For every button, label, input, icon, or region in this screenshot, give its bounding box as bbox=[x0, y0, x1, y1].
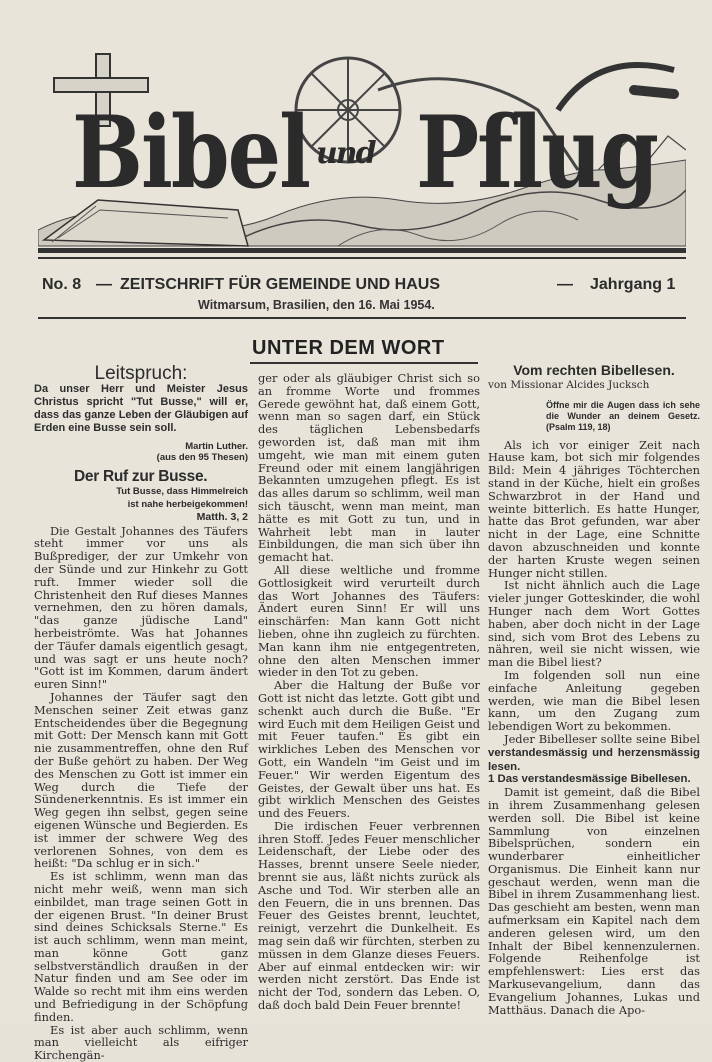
article-author: von Missionar Alcides Jucksch bbox=[488, 378, 650, 391]
paragraph: Im folgenden soll nun eine einfache Anleitung gegeben werden, wie man die Bibel lesen kann, um den Zugang zum lebendigen Wort zu bekommen. bbox=[488, 667, 700, 734]
paragraph: Es ist schlimm, wenn man das nicht mehr weiß, wenn man sich einbildet, man trage seinen Gott in der eigenen Brust. "In deiner Brust sind deines Schicksals Sterne." Es ist auch schlimm, wenn man meint, man könne Gott ganz selbstverständlich draußen in der Natur finden und am See oder im Walde so recht mit ihm eins werden und Befriedigung in der Schöpfung finden. bbox=[34, 869, 248, 1024]
psalm-reference: (Psalm 119, 18) bbox=[546, 421, 611, 432]
subtitle: ZEITSCHRIFT FÜR GEMEINDE UND HAUS bbox=[120, 276, 440, 293]
article-title: Der Ruf zur Busse. bbox=[74, 467, 208, 485]
leitspruch-author: Martin Luther. bbox=[185, 440, 248, 452]
masthead-title-bibel: Bibel bbox=[72, 94, 309, 211]
section-underline bbox=[250, 362, 478, 364]
bleed-through-text bbox=[40, 0, 690, 46]
dash: — bbox=[96, 276, 112, 293]
paragraph: Die irdischen Feuer verbrennen ihren Stoff. Jedes Feuer menschlicher Leidenschaft, der Liebe oder des Hasses, brennt unsere Seele nieder, brennt sie aus, läßt nichts zurück als Asche und Tod. Wir sterben alle an den Feuern, die in uns brennen. Das Feuer des Geistes brennt, leuchtet, reinigt, verzehrt die Dunkelheit. Es mag sein daß wir fürchten, sterben zu müssen in dem Glanze dieses Feuers. Aber auf einmal entdecken wir: wir werden nicht zerstört. Das Ende ist nicht der Tod, sondern das Leben. O, daß doch bald Dein Feuer brennte! bbox=[258, 818, 480, 1013]
paragraph: ger oder als gläubiger Christ sich so an fromme Worte und frommes Gerede gewöhnt hat, daß einem Gott, wenn man so sagen darf, ein Stück des täglichen Lebensbedarfs geworden ist, daß man mit ihm umgeht, wie man mit einem guten Freund oder mit einem langjährigen Bekannten umzugehen pflegt. Es ist das alles darum so schlimm, weil man sich täuscht, wenn man meint, man hätte es mit Gott zu tun, und in Wahrheit lebt man in lauter Einbildungen, die man sich über ihn gemacht hat. bbox=[258, 371, 480, 565]
column-3 bbox=[488, 364, 700, 1016]
motto-line: Tut Busse, dass Himmelreich bbox=[116, 485, 248, 497]
paragraph bbox=[488, 733, 700, 773]
dash: — bbox=[557, 276, 573, 293]
paragraph: Aber die Haltung der Buße vor Gott ist nicht das letzte. Gott gibt und schenkt auch durch die Buße. "Er wird Euch mit dem Heiligen Geist und mit Feuer taufen." Es gibt ein wirkliches Leben des Menschen vor Gott, ein Wandeln "im Geist und im Feuer." Wir werden Eigentum des Geistes, der Gewalt über uns hat. Es gibt wirklich Menschen des Geistes und des Feuers. bbox=[258, 678, 480, 821]
masthead-rule-thin bbox=[38, 257, 686, 259]
leitspruch-heading: Leitspruch: bbox=[94, 363, 188, 384]
paragraph: Es ist aber auch schlimm, wenn man vielleicht als eifriger Kirchengän- bbox=[34, 1022, 248, 1062]
motto-line: ist nahe herbeigekommen! bbox=[127, 498, 248, 510]
subheading: 1 Das verstandesmässige Bibellesen. bbox=[488, 773, 691, 786]
lead-in: Jeder Bibelleser sollte seine Bibel bbox=[504, 731, 700, 746]
paragraph: Damit ist gemeint, daß die Bibel in ihrem Zusammenhang gelesen werden soll. Die Bibel ist keine Sammlung von einzelnen Bibelsprüchen, sondern ein wunderbarer einheitlicher Organismus. Die Einheit kann nur geschaut werden, wenn man die Bibel in ihrem Zusammenhang liest. Das geschieht am besten, wenn man aufmerksam ein Kapitel nach dem anderen gelesen wird, um den Inhalt der Bibel kennenzulernen. Folgende Reihenfolge ist empfehlenswert: Lies erst das Markusevangelium, dann das Evangelium Johannes, Lukas und Matthäus. Danach die Apo- bbox=[488, 785, 700, 1017]
issue-number: No. 8 bbox=[42, 276, 82, 293]
column-2 bbox=[258, 372, 480, 1012]
masthead-rule bbox=[38, 248, 686, 253]
masthead-title-pflug: Pflug bbox=[416, 94, 658, 211]
paragraph: Ist nicht ähnlich auch die Lage vieler junger Gotteskinder, die wohl Hunger nach dem Wort Gottes haben, aber doch nicht in der Lage sind, sich vom Brot des Lebens zu nähren, weil sie nicht wissen, wie man die Bibel liest? bbox=[488, 578, 700, 670]
leitspruch-text: Da unser Herr und Meister Jesus Christus spricht "Tut Busse," will er, dass das ganze Leben der Gläubigen auf Erden eine Busse sein soll. bbox=[34, 382, 248, 434]
paragraph: Johannes der Täufer sagt den Menschen seiner Zeit etwas ganz Entscheidendes über die Begegnung mit Gott: Der Mensch kann mit Gott nie zusammentreffen, ohne den Ruf der Buße gehört zu haben. Der Weg des Menschen zu Gott ist immer ein Weg durch die Tiefe der Sündenerkenntnis. Es ist immer ein Weg gegen ihn selbst, gegen seine eigenen Wünsche und Begierden. Es ist immer der schwere Weg des verlorenen Sohnes, von dem es heißt: "Da schlug er in sich." bbox=[34, 689, 248, 871]
header-rule bbox=[38, 317, 686, 319]
paragraph: Als ich vor einiger Zeit nach Hause kam, bot sich mir folgendes Bild: Mein 4 jähriges Töchterchen stand in der Küche, hielt ein großes Schwarzbrot in der Hand und weinte bitterlich. Es hatte Hunger, hatte das Brot gefunden, war aber nicht in der Lage, eine Schnitte davon abzuschneiden und konnte der harten Kruste wegen seinen Hunger nicht stillen. bbox=[488, 437, 700, 580]
psalm-text: Öffne mir die Augen dass ich sehe die Wunder an deinem Gesetz. bbox=[546, 399, 700, 421]
motto-reference: Matth. 3, 2 bbox=[196, 510, 248, 523]
article-title: Vom rechten Bibellesen. bbox=[513, 362, 675, 378]
leitspruch-source: (aus den 95 Thesen) bbox=[156, 451, 248, 463]
psalm-quote bbox=[546, 400, 700, 433]
dateline: Witmarsum, Brasilien, den 16. Mai 1954. bbox=[198, 298, 435, 312]
paragraph: All diese weltliche und fromme Gottlosigkeit wird verurteilt durch das Wort Johannes des Täufers: Ändert euren Sinn! Er will uns einschärfen: Man kann Gott nicht lieben, ohne ihn zugleich zu fürchten. Man kann ihm nie entgegentreten, ohne den alten Menschen immer wieder in den Tot zu geben. bbox=[258, 562, 480, 680]
volume: Jahrgang 1 bbox=[590, 276, 676, 293]
masthead bbox=[38, 50, 686, 264]
column-1 bbox=[34, 363, 248, 1062]
issue-line bbox=[42, 276, 690, 296]
masthead-title-und: und bbox=[316, 136, 375, 171]
lead-in-bold: verstandesmässig und herzensmässig lesen. bbox=[488, 746, 700, 773]
section-title: UNTER DEM WORT bbox=[252, 337, 445, 359]
paragraph: Die Gestalt Johannes des Täufers steht immer vor uns als Bußprediger, der zur Umkehr von der Sünde und zur Hinkehr zu Gott ruft. Immer wieder soll die Christenheit den Ruf dieses Mannes vernehmen, den zu hören damals, "das ganze jüdische Land" herbeiströmte. Was hat Johannes der Täufer damals eigentlich gesagt, und was sagt er uns heute noch? "Gott ist im Kommen, darum ändert euren Sinn!" bbox=[34, 523, 248, 692]
